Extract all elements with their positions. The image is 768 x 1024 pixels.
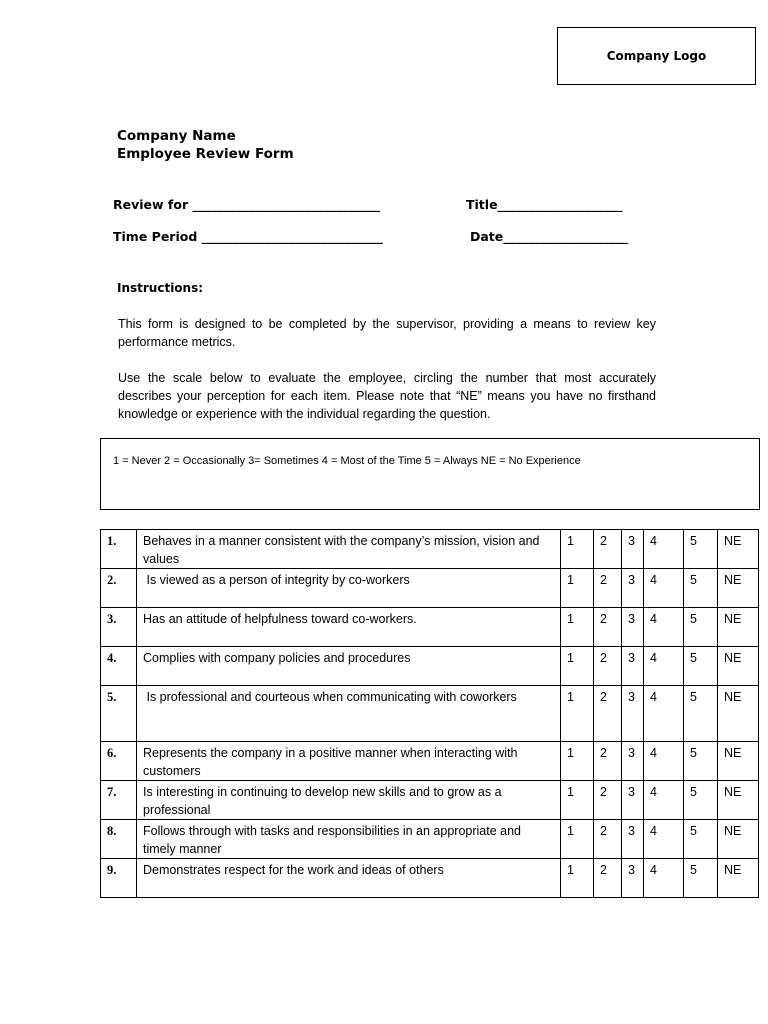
rating-option-4[interactable]: 4: [644, 569, 684, 608]
rating-option-2[interactable]: 2: [594, 859, 622, 898]
review-table: [100, 529, 759, 898]
rating-option-1[interactable]: 1: [561, 781, 594, 820]
title-field[interactable]: Title____________________: [466, 197, 623, 212]
rating-option-2[interactable]: 2: [594, 569, 622, 608]
review-row: [101, 647, 759, 686]
rating-option-ne[interactable]: NE: [718, 859, 759, 898]
rating-option-5[interactable]: 5: [684, 781, 718, 820]
item-question: Behaves in a manner consistent with the company’s mission, vision and values: [137, 530, 561, 569]
item-question: Has an attitude of helpfulness toward co-workers.: [137, 608, 561, 647]
rating-option-5[interactable]: 5: [684, 820, 718, 859]
item-question: Is viewed as a person of integrity by co-workers: [137, 569, 561, 608]
rating-option-3[interactable]: 3: [622, 859, 644, 898]
rating-option-2[interactable]: 2: [594, 647, 622, 686]
rating-option-2[interactable]: 2: [594, 781, 622, 820]
review-row: [101, 530, 759, 569]
rating-option-2[interactable]: 2: [594, 530, 622, 569]
rating-option-3[interactable]: 3: [622, 530, 644, 569]
item-number: 6.: [101, 742, 137, 781]
rating-option-1[interactable]: 1: [561, 530, 594, 569]
rating-option-ne[interactable]: NE: [718, 608, 759, 647]
rating-option-1[interactable]: 1: [561, 820, 594, 859]
rating-option-ne[interactable]: NE: [718, 569, 759, 608]
company-logo-label: Company Logo: [606, 49, 707, 63]
review-row: [101, 569, 759, 608]
review-row: [101, 781, 759, 820]
instructions-paragraph-1: This form is designed to be completed by the supervisor, providing a means to review key performance metrics.: [118, 317, 656, 349]
item-number: 7.: [101, 781, 137, 820]
rating-option-5[interactable]: 5: [684, 859, 718, 898]
rating-option-5[interactable]: 5: [684, 530, 718, 569]
review-for-field[interactable]: Review for ______________________________: [113, 197, 380, 212]
review-row: [101, 742, 759, 781]
rating-option-3[interactable]: 3: [622, 647, 644, 686]
rating-option-3[interactable]: 3: [622, 781, 644, 820]
scale-legend-text: 1 = Never 2 = Occasionally 3= Sometimes 4 = Most of the Time 5 = Always NE = No Experience: [113, 455, 581, 467]
rating-option-4[interactable]: 4: [644, 608, 684, 647]
rating-option-5[interactable]: 5: [684, 686, 718, 742]
company-name: Company Name: [117, 128, 236, 144]
item-question: Follows through with tasks and responsibilities in an appropriate and timely manner: [137, 820, 561, 859]
rating-option-ne[interactable]: NE: [718, 742, 759, 781]
rating-option-ne[interactable]: NE: [718, 686, 759, 742]
rating-option-4[interactable]: 4: [644, 530, 684, 569]
rating-option-4[interactable]: 4: [644, 820, 684, 859]
item-question: Represents the company in a positive manner when interacting with customers: [137, 742, 561, 781]
item-number: 2.: [101, 569, 137, 608]
rating-option-1[interactable]: 1: [561, 647, 594, 686]
rating-option-1[interactable]: 1: [561, 608, 594, 647]
review-row: [101, 820, 759, 859]
item-number: 1.: [101, 530, 137, 569]
rating-option-3[interactable]: 3: [622, 820, 644, 859]
rating-option-4[interactable]: 4: [644, 781, 684, 820]
rating-option-5[interactable]: 5: [684, 569, 718, 608]
item-number: 3.: [101, 608, 137, 647]
rating-option-1[interactable]: 1: [561, 859, 594, 898]
rating-option-2[interactable]: 2: [594, 742, 622, 781]
rating-scale-legend: [100, 438, 760, 510]
rating-option-2[interactable]: 2: [594, 820, 622, 859]
rating-option-ne[interactable]: NE: [718, 647, 759, 686]
rating-option-3[interactable]: 3: [622, 608, 644, 647]
item-number: 9.: [101, 859, 137, 898]
rating-option-4[interactable]: 4: [644, 686, 684, 742]
rating-option-2[interactable]: 2: [594, 608, 622, 647]
item-number: 8.: [101, 820, 137, 859]
rating-option-3[interactable]: 3: [622, 569, 644, 608]
item-number: 4.: [101, 647, 137, 686]
item-question: Demonstrates respect for the work and ideas of others: [137, 859, 561, 898]
rating-option-3[interactable]: 3: [622, 686, 644, 742]
rating-option-ne[interactable]: NE: [718, 781, 759, 820]
rating-option-3[interactable]: 3: [622, 742, 644, 781]
item-number: 5.: [101, 686, 137, 742]
review-row: [101, 608, 759, 647]
rating-option-ne[interactable]: NE: [718, 530, 759, 569]
rating-option-4[interactable]: 4: [644, 742, 684, 781]
rating-option-4[interactable]: 4: [644, 647, 684, 686]
item-question: Is professional and courteous when communicating with coworkers: [137, 686, 561, 742]
rating-option-5[interactable]: 5: [684, 608, 718, 647]
date-field[interactable]: Date____________________: [470, 229, 629, 244]
company-logo-box: [557, 27, 756, 85]
rating-option-ne[interactable]: NE: [718, 820, 759, 859]
rating-option-1[interactable]: 1: [561, 686, 594, 742]
item-question: Is interesting in continuing to develop new skills and to grow as a professional: [137, 781, 561, 820]
review-row: [101, 859, 759, 898]
item-question: Complies with company policies and procedures: [137, 647, 561, 686]
rating-option-4[interactable]: 4: [644, 859, 684, 898]
review-row: [101, 686, 759, 742]
rating-option-5[interactable]: 5: [684, 647, 718, 686]
time-period-field[interactable]: Time Period _____________________________: [113, 229, 383, 244]
rating-option-2[interactable]: 2: [594, 686, 622, 742]
rating-option-1[interactable]: 1: [561, 742, 594, 781]
form-title: Employee Review Form: [117, 146, 294, 162]
rating-option-1[interactable]: 1: [561, 569, 594, 608]
rating-option-5[interactable]: 5: [684, 742, 718, 781]
instructions-paragraph-2: Use the scale below to evaluate the employee, circling the number that most accurately describes your perception for each item. Please note that “NE” means you have no firsthand knowledge or experience with the individual regarding the question.: [118, 371, 656, 421]
form-header: [117, 127, 294, 163]
instructions-heading: Instructions:: [117, 281, 204, 295]
